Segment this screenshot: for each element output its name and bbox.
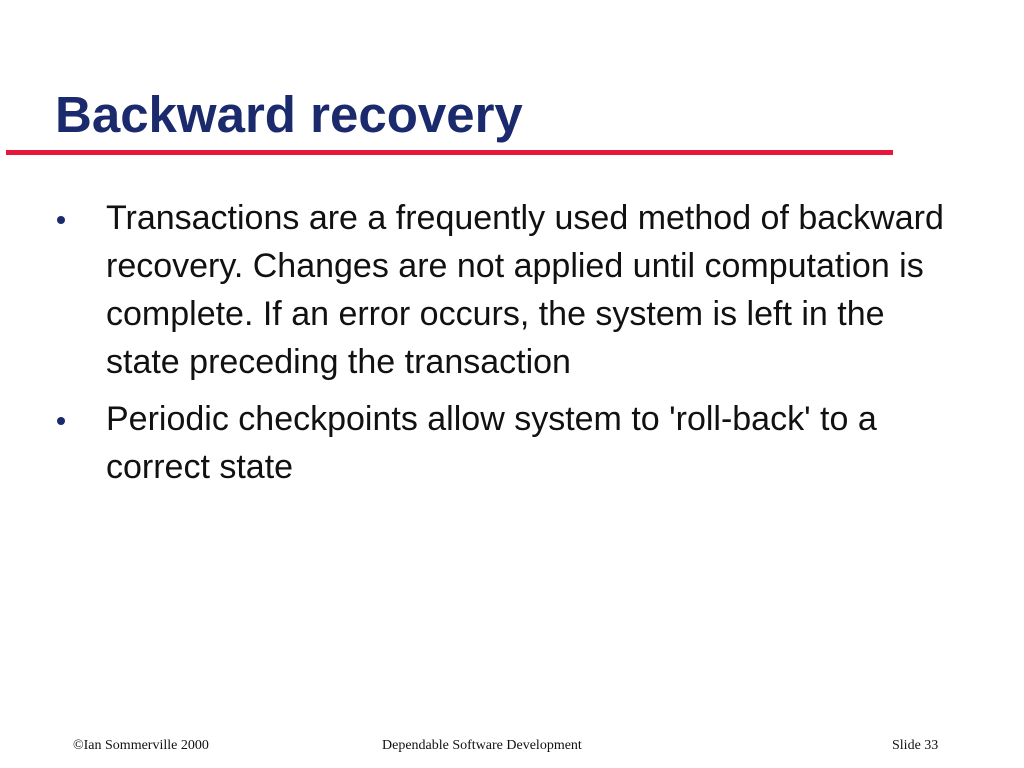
title-underline-rule	[6, 150, 893, 155]
footer-slide-number: Slide 33	[892, 738, 939, 753]
bullet-text: Periodic checkpoints allow system to 'roll-back' to a correct state	[106, 400, 877, 486]
footer-copyright: ©Ian Sommerville 2000	[73, 738, 209, 753]
bullet-list	[53, 194, 953, 500]
slide-title: Backward recovery	[55, 86, 523, 143]
bullet-item	[53, 194, 953, 386]
bullet-item	[53, 395, 953, 491]
bullet-dot-icon	[57, 216, 65, 224]
footer-course-title: Dependable Software Development	[382, 738, 582, 753]
bullet-text: Transactions are a frequently used method of backward recovery. Changes are not applied until computation is complete. If an error occurs, the system is left in the state preceding the transaction	[106, 199, 944, 381]
bullet-dot-icon	[57, 417, 65, 425]
